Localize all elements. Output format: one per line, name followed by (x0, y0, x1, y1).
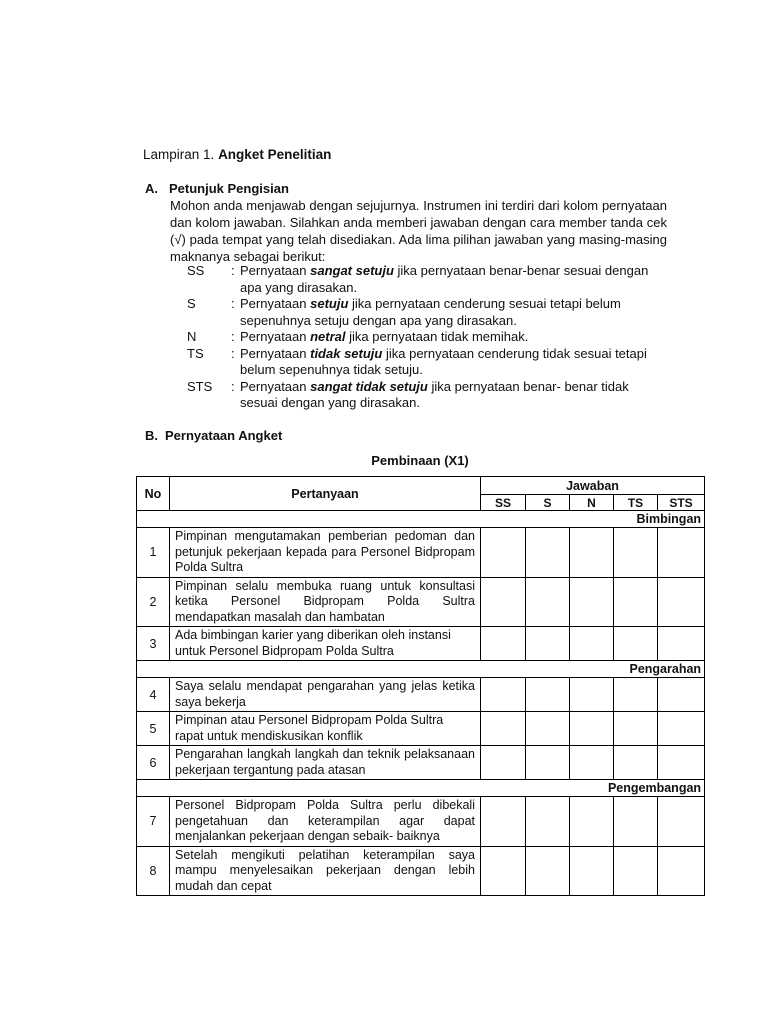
legend-description: Pernyataan setuju jika pernyataan cenderung sesuai tetapi belum sepenuhnya setuju dengan apa yang dirasakan. (240, 296, 621, 328)
answer-cell-sts[interactable] (658, 678, 705, 712)
legend-item-s (187, 296, 667, 329)
category-row (137, 661, 705, 678)
answer-cell-sts[interactable] (658, 712, 705, 746)
question-text: Pengarahan langkah langkah dan teknik pelaksanaan pekerjaan tergantung pada atasan (170, 746, 481, 780)
category-label: Bimbingan (137, 511, 705, 528)
answer-cell-ts[interactable] (614, 797, 658, 847)
answer-cell-s[interactable] (526, 712, 570, 746)
answer-cell-ts[interactable] (614, 678, 658, 712)
answer-cell-s[interactable] (526, 678, 570, 712)
legend-colon: : (231, 296, 235, 311)
question-number: 1 (137, 528, 170, 578)
answer-cell-n[interactable] (570, 577, 614, 627)
category-row (137, 780, 705, 797)
question-row (137, 577, 705, 627)
header-option-s: S (526, 495, 570, 511)
answer-cell-ss[interactable] (481, 528, 526, 578)
answer-cell-ss[interactable] (481, 797, 526, 847)
answer-cell-ss[interactable] (481, 712, 526, 746)
section-a-heading (145, 181, 289, 196)
answer-cell-ss[interactable] (481, 746, 526, 780)
category-row (137, 511, 705, 528)
legend-colon: : (231, 378, 235, 394)
legend-description: Pernyataan sangat tidak setuju jika pernyataan benar- benar tidak sesuai dengan yang dirasakan. (240, 378, 629, 410)
legend-colon: : (231, 329, 235, 344)
answer-cell-sts[interactable] (658, 746, 705, 780)
question-row (137, 746, 705, 780)
question-text: Setelah mengikuti pelatihan keterampilan saya mampu menyelesaikan pekerjaan dengan lebih mudah dan cepat (170, 846, 481, 896)
instructions-paragraph: Mohon anda menjawab dengan sejujurnya. Instrumen ini terdiri dari kolom pernyataan dan kolom jawaban. Silahkan anda memberi jawaban dengan cara member tanda cek (√) pada tempat yang telah disediakan. Ada lima pilihan jawaban yang masing-masing maknanya sebagai berikut: (170, 198, 667, 264)
answer-cell-ts[interactable] (614, 528, 658, 578)
legend-description: Pernyataan sangat setuju jika pernyataan benar-benar sesuai dengan apa yang dirasakan. (240, 263, 649, 295)
question-number: 4 (137, 678, 170, 712)
answer-legend (187, 263, 667, 412)
questionnaire-body (137, 511, 705, 896)
answer-cell-n[interactable] (570, 712, 614, 746)
legend-colon: : (231, 263, 235, 278)
legend-code: N (187, 329, 197, 344)
header-question: Pertanyaan (170, 477, 481, 511)
legend-colon: : (231, 345, 235, 361)
answer-cell-sts[interactable] (658, 627, 705, 661)
answer-cell-n[interactable] (570, 528, 614, 578)
question-text: Personel Bidpropam Polda Sultra perlu dibekali pengetahuan dan keterampilan agar dapat menjalankan pekerjaan dengan sebaik- baiknya (170, 797, 481, 847)
header-option-sts: STS (658, 495, 705, 511)
question-text: Pimpinan selalu membuka ruang untuk konsultasi ketika Personel Bidpropam Polda Sultra mendapatkan masalah dan hambatan (170, 577, 481, 627)
question-number: 5 (137, 712, 170, 746)
legend-item-n (187, 329, 667, 346)
question-number: 8 (137, 846, 170, 896)
legend-item-sts (187, 379, 667, 412)
answer-cell-n[interactable] (570, 746, 614, 780)
question-number: 7 (137, 797, 170, 847)
answer-cell-ss[interactable] (481, 627, 526, 661)
answer-cell-n[interactable] (570, 627, 614, 661)
answer-cell-sts[interactable] (658, 797, 705, 847)
answer-cell-s[interactable] (526, 846, 570, 896)
answer-cell-ss[interactable] (481, 678, 526, 712)
question-number: 6 (137, 746, 170, 780)
question-text: Pimpinan mengutamakan pemberian pedoman dan petunjuk pekerjaan kepada para Personel Bidpropam Polda Sultra (170, 528, 481, 578)
answer-cell-ss[interactable] (481, 577, 526, 627)
category-label: Pengembangan (137, 780, 705, 797)
header-no: No (137, 477, 170, 511)
question-row (137, 846, 705, 896)
question-number: 2 (137, 577, 170, 627)
question-text: Saya selalu mendapat pengarahan yang jelas ketika saya bekerja (170, 678, 481, 712)
answer-cell-sts[interactable] (658, 846, 705, 896)
section-b-heading (145, 428, 282, 443)
question-row (137, 712, 705, 746)
answer-cell-n[interactable] (570, 678, 614, 712)
legend-item-ts (187, 346, 667, 379)
section-a-title: Petunjuk Pengisian (169, 181, 289, 196)
answer-cell-s[interactable] (526, 797, 570, 847)
answer-cell-ss[interactable] (481, 846, 526, 896)
legend-code: TS (187, 345, 204, 361)
question-text: Pimpinan atau Personel Bidpropam Polda Sultra rapat untuk mendiskusikan konflik (170, 712, 481, 746)
header-option-ts: TS (614, 495, 658, 511)
document-title (143, 147, 331, 162)
legend-description: Pernyataan netral jika pernyataan tidak memihak. (240, 329, 529, 344)
answer-cell-sts[interactable] (658, 528, 705, 578)
answer-cell-n[interactable] (570, 846, 614, 896)
legend-item-ss (187, 263, 667, 296)
section-a-letter: A. (145, 181, 158, 196)
legend-code: S (187, 296, 196, 311)
question-row (137, 797, 705, 847)
answer-cell-s[interactable] (526, 627, 570, 661)
legend-code: STS (187, 378, 213, 394)
legend-code: SS (187, 263, 205, 278)
header-option-n: N (570, 495, 614, 511)
question-row (137, 627, 705, 661)
question-row (137, 678, 705, 712)
header-answer-group: Jawaban (481, 477, 705, 495)
answer-cell-ts[interactable] (614, 746, 658, 780)
category-label: Pengarahan (137, 661, 705, 678)
question-number: 3 (137, 627, 170, 661)
answer-cell-ts[interactable] (614, 712, 658, 746)
answer-cell-ts[interactable] (614, 577, 658, 627)
answer-cell-ts[interactable] (614, 627, 658, 661)
title-prefix: Lampiran 1. (143, 147, 215, 162)
table-title: Pembinaan (X1) (371, 453, 469, 468)
questionnaire-table (136, 476, 705, 896)
question-text: Ada bimbingan karier yang diberikan oleh instansi untuk Personel Bidpropam Polda Sultra (170, 627, 481, 661)
title-main: Angket Penelitian (218, 147, 332, 162)
section-b-title: Pernyataan Angket (165, 428, 283, 443)
answer-cell-sts[interactable] (658, 577, 705, 627)
answer-cell-s[interactable] (526, 746, 570, 780)
header-option-ss: SS (481, 495, 526, 511)
answer-cell-n[interactable] (570, 797, 614, 847)
legend-description: Pernyataan tidak setuju jika pernyataan cenderung tidak sesuai tetapi belum sepenuhnya tidak setuju. (240, 345, 647, 377)
answer-cell-s[interactable] (526, 528, 570, 578)
answer-cell-s[interactable] (526, 577, 570, 627)
section-b-letter: B. (145, 428, 158, 443)
answer-cell-ts[interactable] (614, 846, 658, 896)
question-row (137, 528, 705, 578)
